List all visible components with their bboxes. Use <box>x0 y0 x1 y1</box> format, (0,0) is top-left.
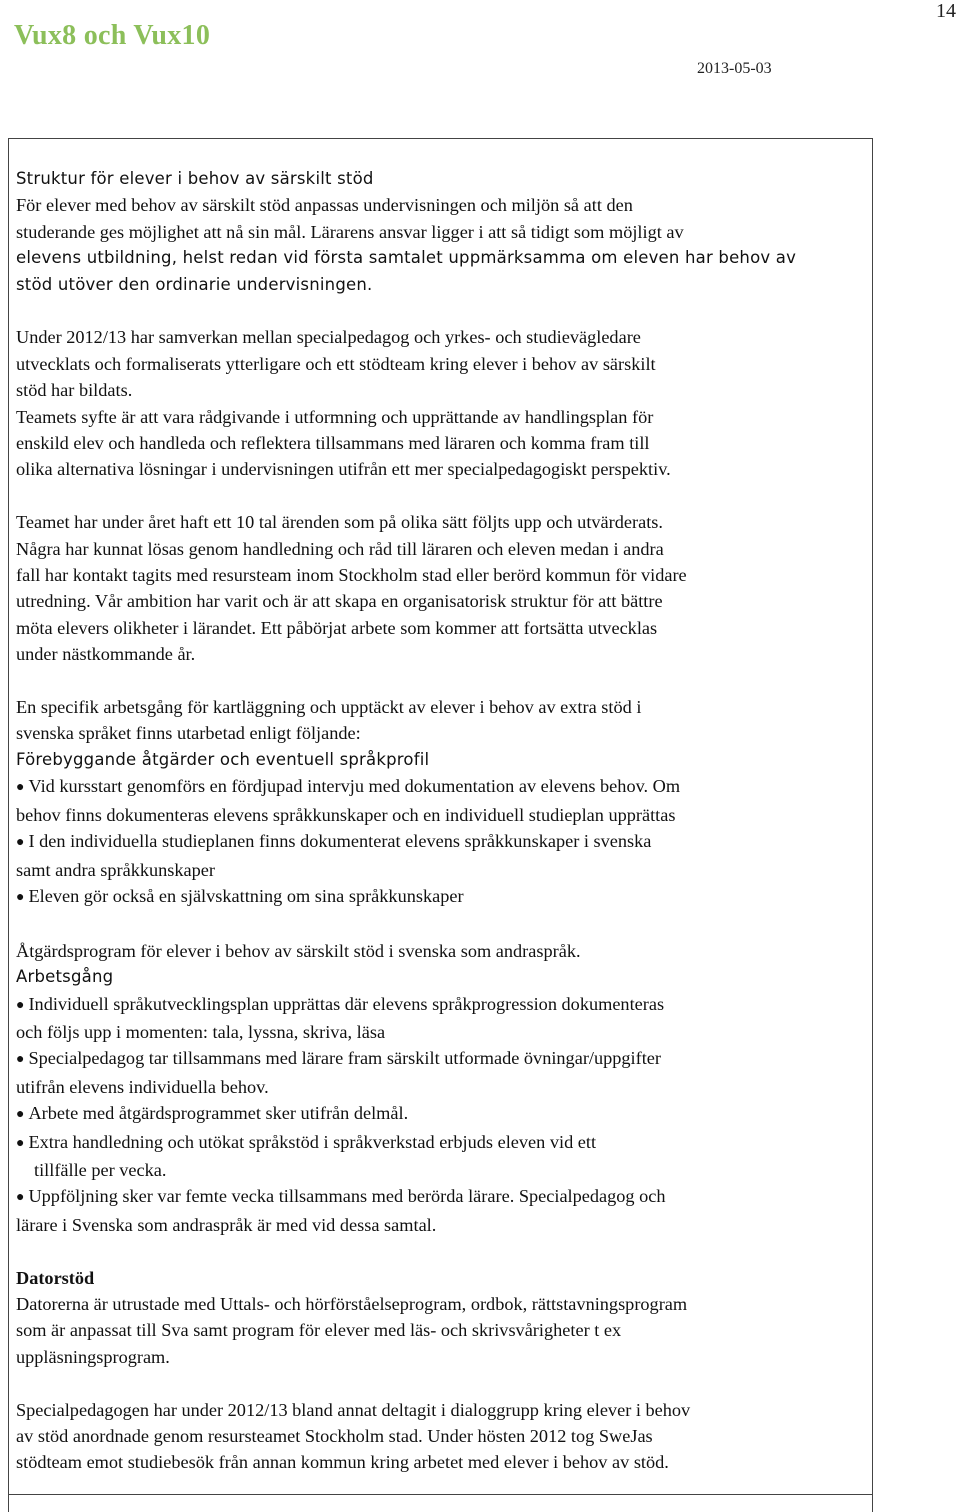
paragraph-line: stöd utöver den ordinarie undervisningen. <box>16 274 373 294</box>
subheading-arbetsgang: Arbetsgång <box>16 967 114 987</box>
paragraph-line: olika alternativa lösningar i undervisningen utifrån ett mer specialpedagogiskt perspektiv. <box>16 459 671 480</box>
page-number: 14 <box>936 0 956 22</box>
paragraph-line: Teamets syfte är att vara rådgivande i utformning och upprättande av handlingsplan för <box>16 406 654 427</box>
paragraph-line: stödteam emot studiebesök från annan kommun kring arbetet med elever i behov av stöd. <box>16 1452 669 1473</box>
bullet-icon: ● <box>16 1190 25 1206</box>
section-heading-datorstod: Datorstöd <box>16 1267 95 1288</box>
paragraph-line: För elever med behov av särskilt stöd anpassas undervisningen och miljön så att den <box>16 195 633 216</box>
paragraph-line: enskild elev och handleda och reflektera tillsammans med läraren och komma fram till <box>16 433 650 454</box>
paragraph-line: svenska språket finns utarbetad enligt följande: <box>16 723 361 744</box>
paragraph-line: Under 2012/13 har samverkan mellan specialpedagog och yrkes- och studievägledare <box>16 327 641 348</box>
paragraph-line: elevens utbildning, helst redan vid första samtalet uppmärksamma om eleven har behov av <box>16 248 797 268</box>
document-date: 2013-05-03 <box>697 60 772 77</box>
footer-rule <box>8 1494 873 1495</box>
list-item: ● I den individuella studieplanen finns dokumenterat elevens språkkunskaper i svenska <box>16 828 866 856</box>
bullet-icon: ● <box>16 997 25 1013</box>
paragraph-line: möta elevers olikheter i lärandet. Ett påbörjat arbete som kommer att fortsätta utvecklas <box>16 617 658 638</box>
list-item-continuation: tillfälle per vecka. <box>34 1159 167 1180</box>
paragraph-line: utvecklats och formaliserats ytterligare och ett stödteam kring elever i behov av särskilt <box>16 353 656 374</box>
paragraph-line: Några har kunnat lösas genom handledning och råd till läraren och eleven medan i andra <box>16 538 664 559</box>
paragraph-line: Datorerna är utrustade med Uttals- och hörförståelseprogram, ordbok, rättstavningsprogram <box>16 1293 688 1314</box>
list-item: ● Specialpedagog tar tillsammans med lärare fram särskilt utformade övningar/uppgifter <box>16 1045 866 1073</box>
bullet-icon: ● <box>16 1107 25 1123</box>
document-body <box>16 166 866 1476</box>
paragraph-line: studerande ges möjlighet att nå sin mål. Lärarens ansvar ligger i att så tidigt som möjligt av <box>16 221 684 242</box>
paragraph-line: stöd har bildats. <box>16 380 133 401</box>
list-item: ● Extra handledning och utökat språkstöd i språkverkstad erbjuds eleven vid ett <box>16 1129 866 1157</box>
list-item-continuation: utifrån elevens individuella behov. <box>16 1076 269 1097</box>
list-item-continuation: behov finns dokumenteras elevens språkkunskaper och en individuell studieplan upprättas <box>16 804 676 825</box>
paragraph-line: fall har kontakt tagits med resursteam inom Stockholm stad eller berörd kommun för vidare <box>16 565 687 586</box>
paragraph-line: under nästkommande år. <box>16 644 196 665</box>
paragraph-line: utredning. Vår ambition har varit och är att skapa en organisatorisk struktur för att bättre <box>16 591 663 612</box>
list-item: ● Uppföljning sker var femte vecka tillsammans med berörda lärare. Specialpedagog och <box>16 1183 866 1211</box>
paragraph-line: uppläsningsprogram. <box>16 1346 170 1367</box>
bullet-icon: ● <box>16 1135 25 1151</box>
paragraph-line: En specifik arbetsgång för kartläggning och upptäckt av elever i behov av extra stöd i <box>16 697 642 718</box>
paragraph-line: som är anpassat till Sva samt program för elever med läs- och skrivsvårigheter t ex <box>16 1320 622 1341</box>
bullet-icon: ● <box>16 1052 25 1068</box>
list-item-continuation: samt andra språkkunskaper <box>16 859 215 880</box>
paragraph-line: Teamet har under året haft ett 10 tal ärenden som på olika sätt följts upp och utvärderats. <box>16 512 663 533</box>
list-item-continuation: och följs upp i momenten: tala, lyssna, skriva, läsa <box>16 1021 386 1042</box>
paragraph-line: av stöd anordnade genom resursteamet Stockholm stad. Under hösten 2012 tog SweJas <box>16 1426 653 1446</box>
list-item: ● Individuell språkutvecklingsplan upprättas där elevens språkprogression dokumenteras <box>16 991 866 1019</box>
paragraph-line: Specialpedagogen har under 2012/13 bland annat deltagit i dialoggrupp kring elever i behov <box>16 1399 691 1420</box>
section-heading-struktur: Struktur för elever i behov av särskilt stöd <box>16 169 374 188</box>
list-item: ● Vid kursstart genomförs en fördjupad intervju med dokumentation av elevens behov. Om <box>16 773 866 801</box>
list-item: ● Eleven gör också en självskattning om sina språkkunskaper <box>16 883 866 911</box>
document-header-title: Vux8 och Vux10 <box>14 20 211 51</box>
bullet-icon: ● <box>16 780 25 796</box>
paragraph-line: Åtgärdsprogram för elever i behov av särskilt stöd i svenska som andraspråk. <box>16 940 581 961</box>
bullet-icon: ● <box>16 889 25 905</box>
bullet-icon: ● <box>16 835 25 851</box>
list-item-continuation: lärare i Svenska som andraspråk är med vid dessa samtal. <box>16 1214 437 1235</box>
subheading-forebyggande: Förebyggande åtgärder och eventuell språkprofil <box>16 749 430 769</box>
list-item: ● Arbete med åtgärdsprogrammet sker utifrån delmål. <box>16 1100 866 1128</box>
